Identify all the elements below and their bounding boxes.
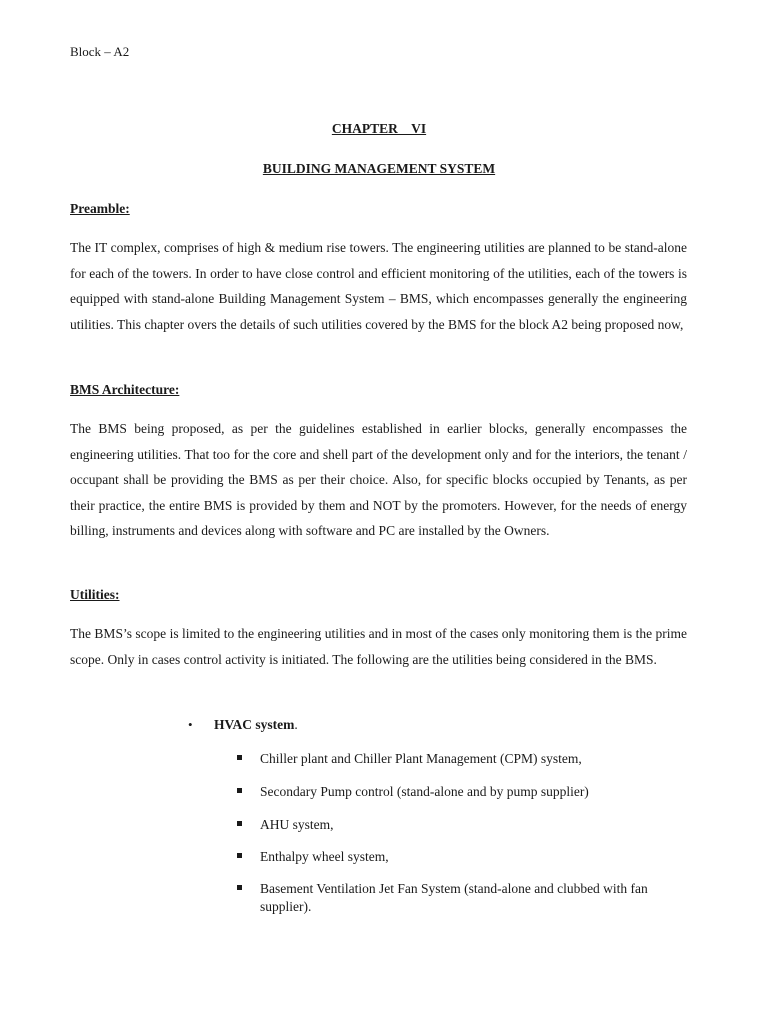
architecture-heading: BMS Architecture: [70,382,180,397]
square-bullet-icon [237,853,242,858]
sub-list-item [237,848,687,866]
sub-list-item-text: Secondary Pump control (stand-alone and by pump supplier) [260,784,589,799]
utilities-heading: Utilities: [70,587,120,602]
sub-list-item-text: Enthalpy wheel system, [260,849,389,864]
list-item-hvac [188,717,298,733]
sub-list-item-text: Basement Ventilation Jet Fan System (stand-alone and clubbed with fan supplier). [260,881,648,914]
list-item-label: HVAC system [214,717,295,732]
list-item-suffix: . [294,717,298,732]
preamble-paragraph: The IT complex, comprises of high & medium rise towers. The engineering utilities are planned to be stand-alone for each of the towers. In order to have close control and efficient monitoring of the utilities, each of the towers is equipped with stand-alone Building Management System – BMS, which encompasses generally the engineering utilities. This chapter overs the details of such utilities covered by the BMS for the block A2 being proposed now, [70,240,687,332]
sub-list-item [237,816,687,834]
bullet-icon: • [188,717,193,732]
sub-list-item-text: Chiller plant and Chiller Plant Management (CPM) system, [260,751,582,766]
document-title: BUILDING MANAGEMENT SYSTEM [262,161,496,176]
sub-list-item [237,880,687,916]
square-bullet-icon [237,821,242,826]
chapter-heading: CHAPTER VI [331,121,427,136]
architecture-paragraph: The BMS being proposed, as per the guidelines established in earlier blocks, generally encompasses the engineering utilities. That too for the core and shell part of the development only and for the interiors, the tenant / occupant shall be providing the BMS as per their choice. Also, for specific blocks occupied by Tenants, as per their practice, the entire BMS is provided by them and NOT by the promoters. However, for the needs of energy billing, instruments and devices along with software and PC are installed by the Owners. [70,421,687,538]
sub-list-item [237,750,687,768]
block-header: Block – A2 [70,44,130,59]
square-bullet-icon [237,755,242,760]
preamble-heading: Preamble: [70,201,130,216]
utilities-paragraph: The BMS’s scope is limited to the engineering utilities and in most of the cases only monitoring them is the prime scope. Only in cases control activity is initiated. The following are the utilities being considered in the BMS. [70,626,687,667]
sub-list-item-text: AHU system, [260,817,334,832]
square-bullet-icon [237,788,242,793]
square-bullet-icon [237,885,242,890]
sub-list-item [237,783,687,801]
